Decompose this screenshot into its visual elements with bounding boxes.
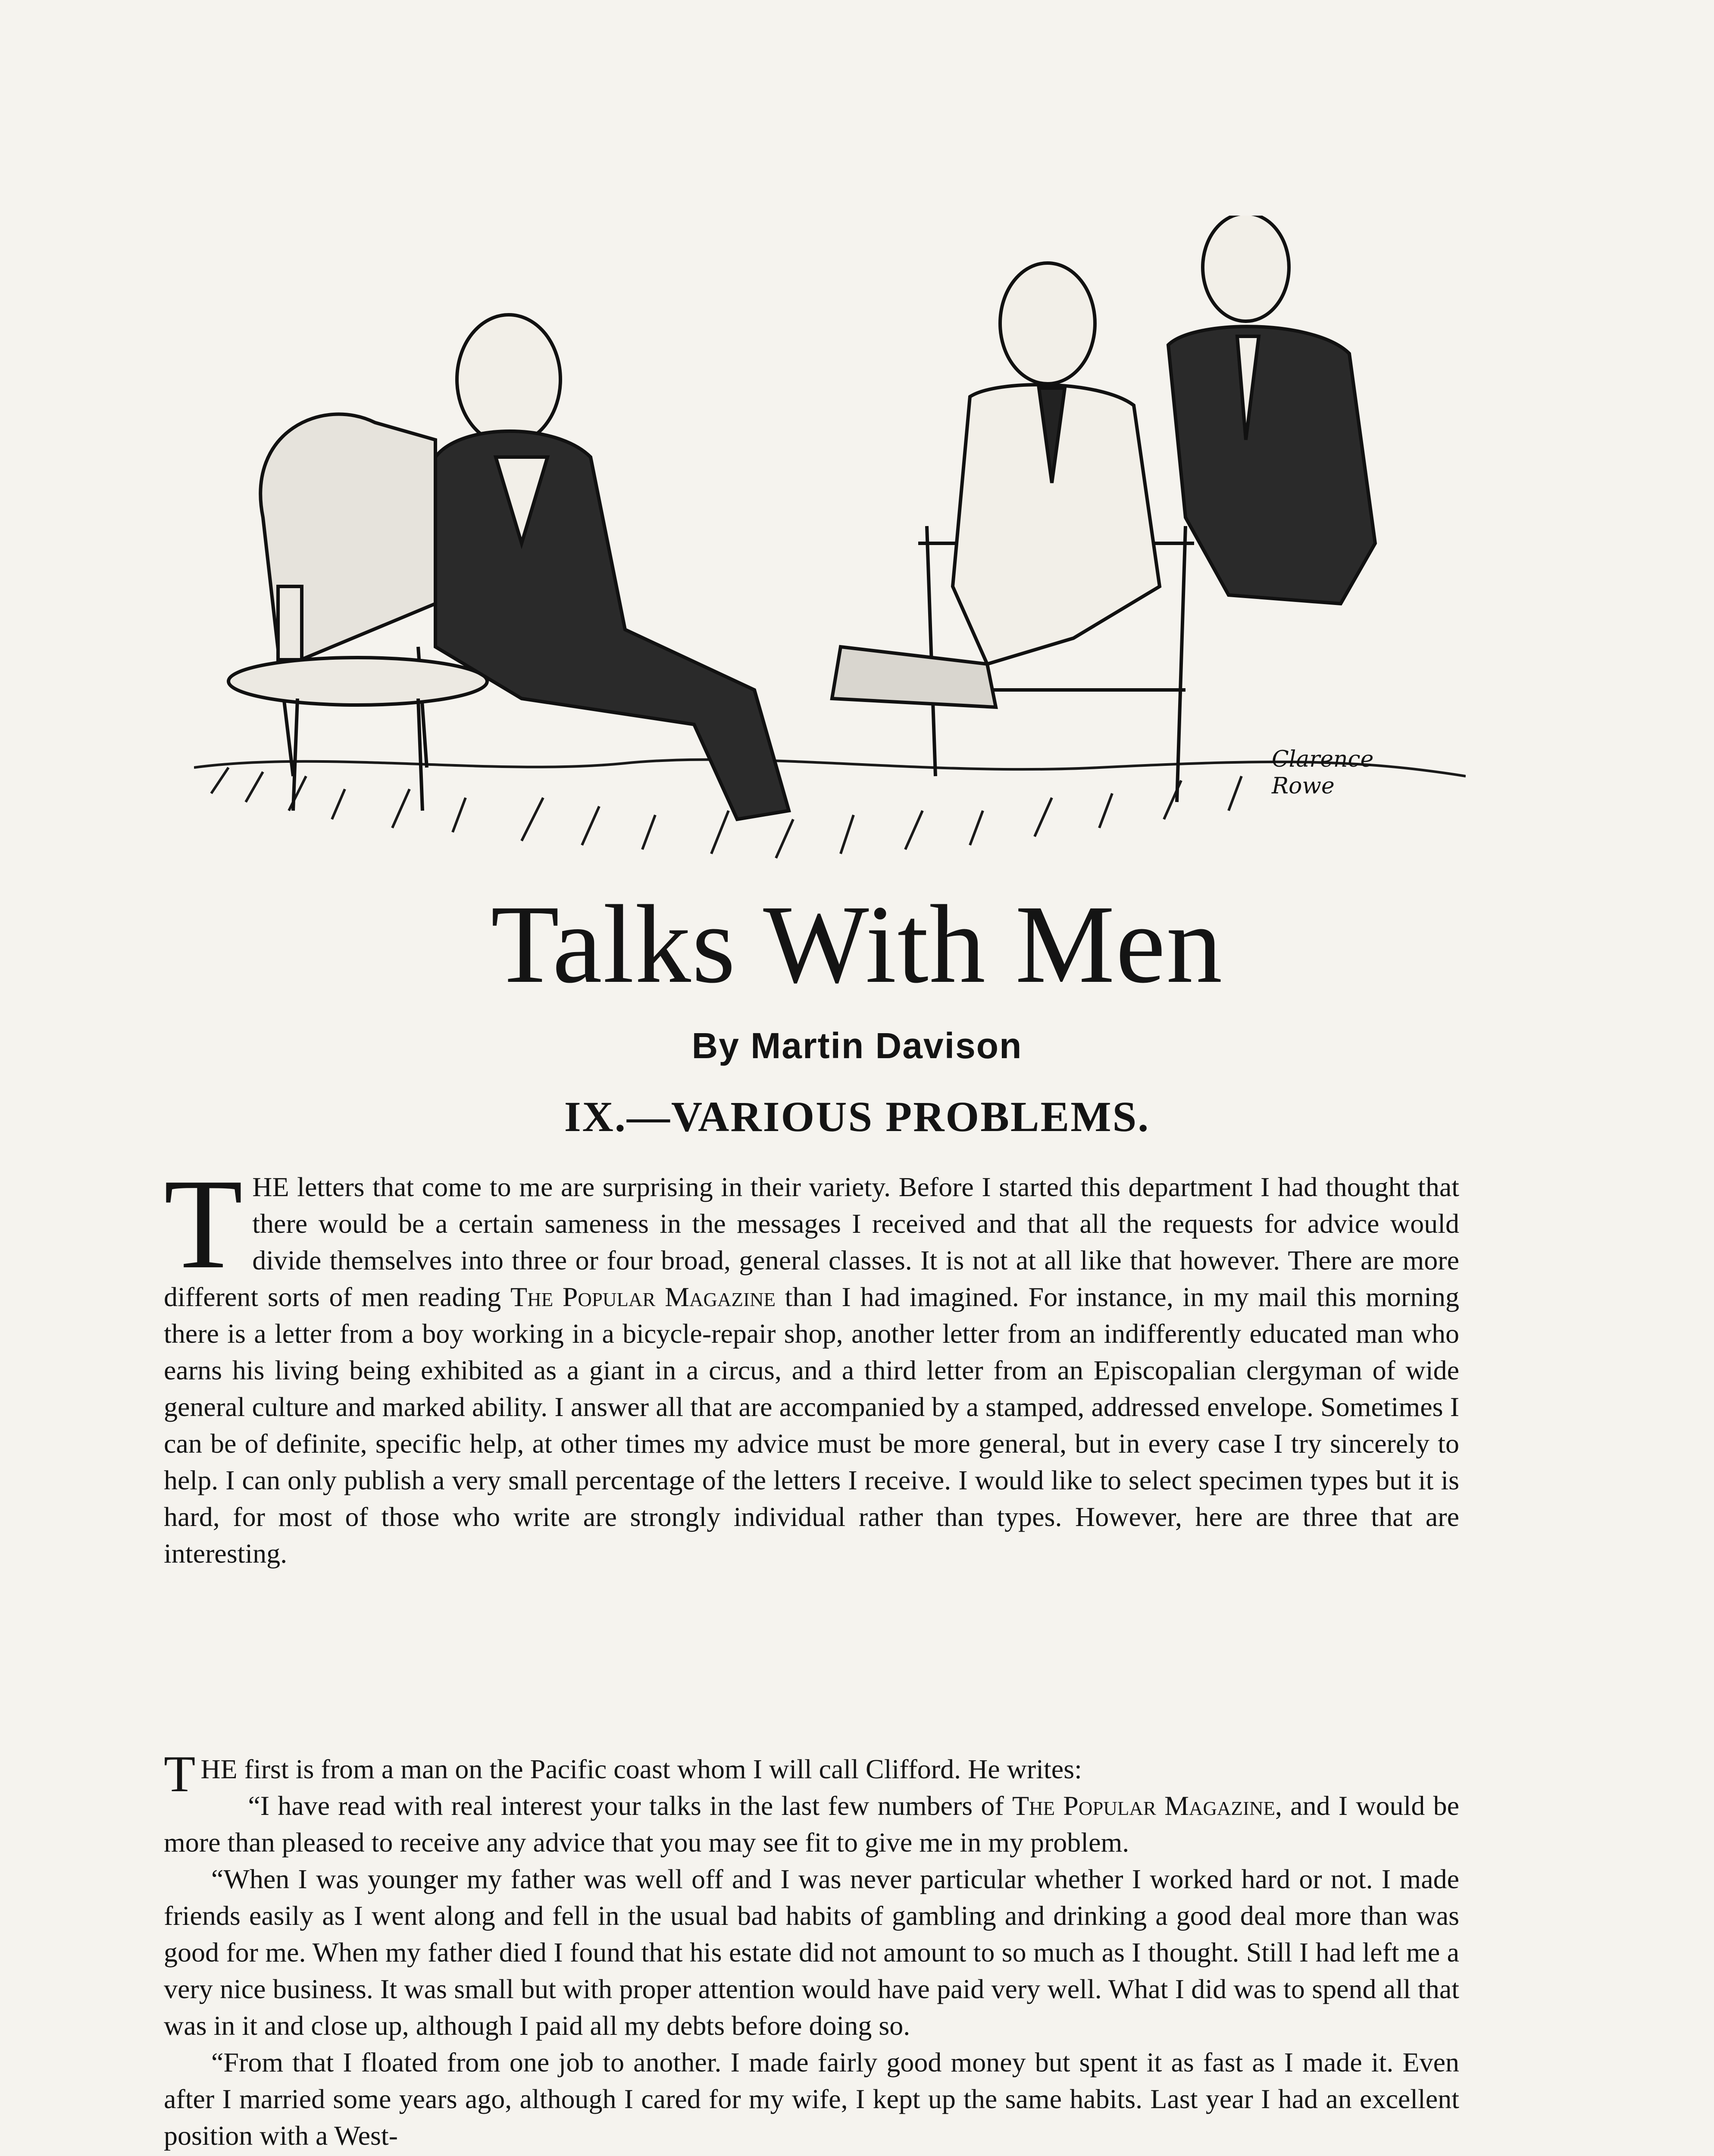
letter-paragraph-2: “When I was younger my father was well off and I was never particular whether I worked hard or not. I made friends easily as I went along and fell in the usual bad habits of gambling and drinking a good deal more than was good for me. When my father died I found that his estate did not amount to so much as I thought. Still I had left me a very nice business. It was small but with proper attention would have paid very well. What I did was to spend all that was in it and close up, although I paid all my debts before doing so. — [164, 1864, 1459, 2041]
intro-text-part2: than I had imagined. For instance, in my mail this morning there is a letter from a boy working in a bicycle-repair shop, another letter from an indifferently educated man who earns his living being exhibited as a giant in a circus, and a third letter from an Episcopalian clergyman of wide general culture and marked ability. I answer all that are accompanied by a stamped, addressed envelope. Sometimes I can be of definite, specific help, at other times my advice must be more general, but in every case I try sincerely to help. I can only publish a very small percentage of the letters I receive. I would like to select specimen types but it is hard, for most of those who write are strongly individual rather than types. However, here are three that are interesting. — [164, 1282, 1459, 1569]
section-title: IX.—VARIOUS PROBLEMS. — [564, 1093, 1150, 1141]
artist-signature: Clarence Rowe — [1272, 746, 1374, 799]
magazine-name: The Popular Magazine — [510, 1282, 776, 1312]
intro-paragraph — [164, 1152, 1459, 1572]
article-title: Talks With Men — [491, 882, 1223, 1006]
letter-intro-text: HE first is from a man on the Pacific coast whom I will call Clifford. He writes: — [200, 1754, 1082, 1784]
drop-cap-small: T — [164, 1745, 196, 1802]
letter-paragraph-3: “From that I floated from one job to another. I made fairly good money but spent it as fast as I made it. Even after I married some years ago, although I cared for my wife, I kept up the same habits. Last year I had an excellent position with a West- — [164, 2047, 1459, 2151]
article-body-intro — [164, 1152, 1459, 1572]
drop-cap: T — [164, 1152, 243, 1295]
letter-paragraph-1 — [164, 1787, 1459, 1861]
letter-paragraph-1-part1: “I have read with real interest your talks in the last few numbers of — [248, 1790, 1012, 1821]
letter-intro-paragraph — [164, 1745, 1459, 1802]
article-byline: By Martin Davison — [691, 1025, 1023, 1066]
letter-paragraph-1-part2: , and I would be more than pleased to receive any advice that you may see fit to give me in my problem. — [164, 1790, 1459, 1858]
intro-text-part1: HE letters that come to me are surprising in their variety. Before I started this department I had thought that there would be a certain sameness in the messages I received and that all the requests for advice would divide themselves into three or four broad, general classes. It is not at all like that however. There are more different sorts of men reading — [164, 1172, 1459, 1312]
article-body-letter — [164, 1745, 1459, 2154]
magazine-name-2: The Popular Magazine — [1012, 1790, 1275, 1821]
